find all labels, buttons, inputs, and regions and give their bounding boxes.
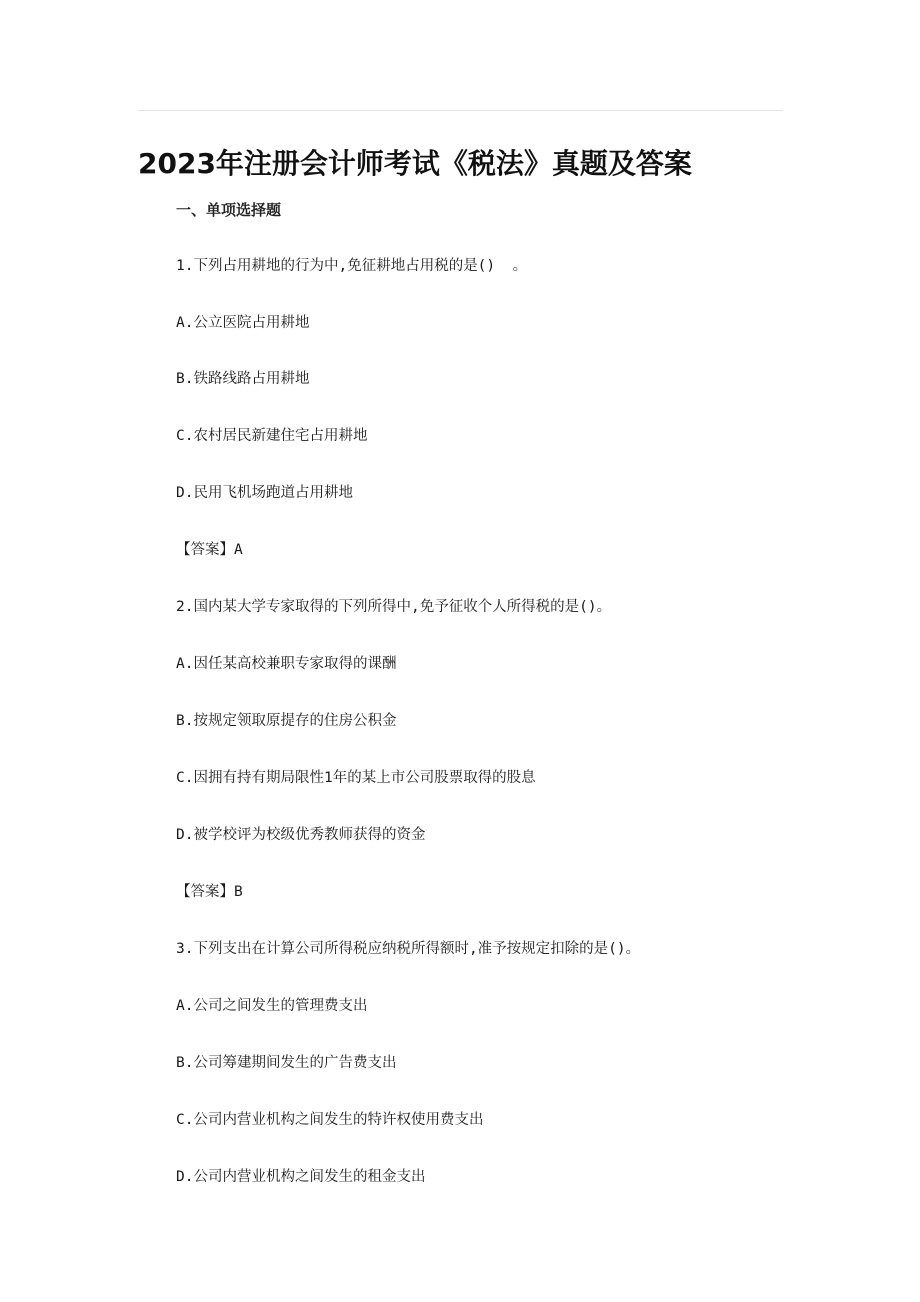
section-heading: 一、单项选择题 xyxy=(176,201,282,219)
question-2-option-c: C.因拥有持有期局限性1年的某上市公司股票取得的股息 xyxy=(176,770,536,786)
question-2-option-b: B.按规定领取原提存的住房公积金 xyxy=(176,713,397,729)
question-1-option-c: C.农村居民新建住宅占用耕地 xyxy=(176,428,368,444)
document-title: 2023年注册会计师考试《税法》真题及答案 xyxy=(138,147,692,180)
question-2-option-a: A.因任某高校兼职专家取得的课酬 xyxy=(176,656,397,672)
question-3-option-c: C.公司内营业机构之间发生的特许权使用费支出 xyxy=(176,1112,484,1128)
question-3-option-a: A.公司之间发生的管理费支出 xyxy=(176,998,368,1014)
question-2-answer: 【答案】B xyxy=(176,884,243,900)
question-3-option-d: D.公司内营业机构之间发生的租金支出 xyxy=(176,1169,426,1185)
question-1-option-b: B.铁路线路占用耕地 xyxy=(176,371,310,387)
question-1-stem: 1.下列占用耕地的行为中,免征耕地占用税的是() 。 xyxy=(176,258,528,274)
question-3-stem: 3.下列支出在计算公司所得税应纳税所得额时,准予按规定扣除的是()。 xyxy=(176,941,641,957)
question-2-option-d: D.被学校评为校级优秀教师获得的资金 xyxy=(176,827,426,843)
top-divider xyxy=(138,110,783,111)
question-3-option-b: B.公司筹建期间发生的广告费支出 xyxy=(176,1055,397,1071)
question-1-answer: 【答案】A xyxy=(176,542,243,558)
question-1-option-a: A.公立医院占用耕地 xyxy=(176,315,310,331)
question-2-stem: 2.国内某大学专家取得的下列所得中,免予征收个人所得税的是()。 xyxy=(176,599,612,615)
question-1-option-d: D.民用飞机场跑道占用耕地 xyxy=(176,485,353,501)
